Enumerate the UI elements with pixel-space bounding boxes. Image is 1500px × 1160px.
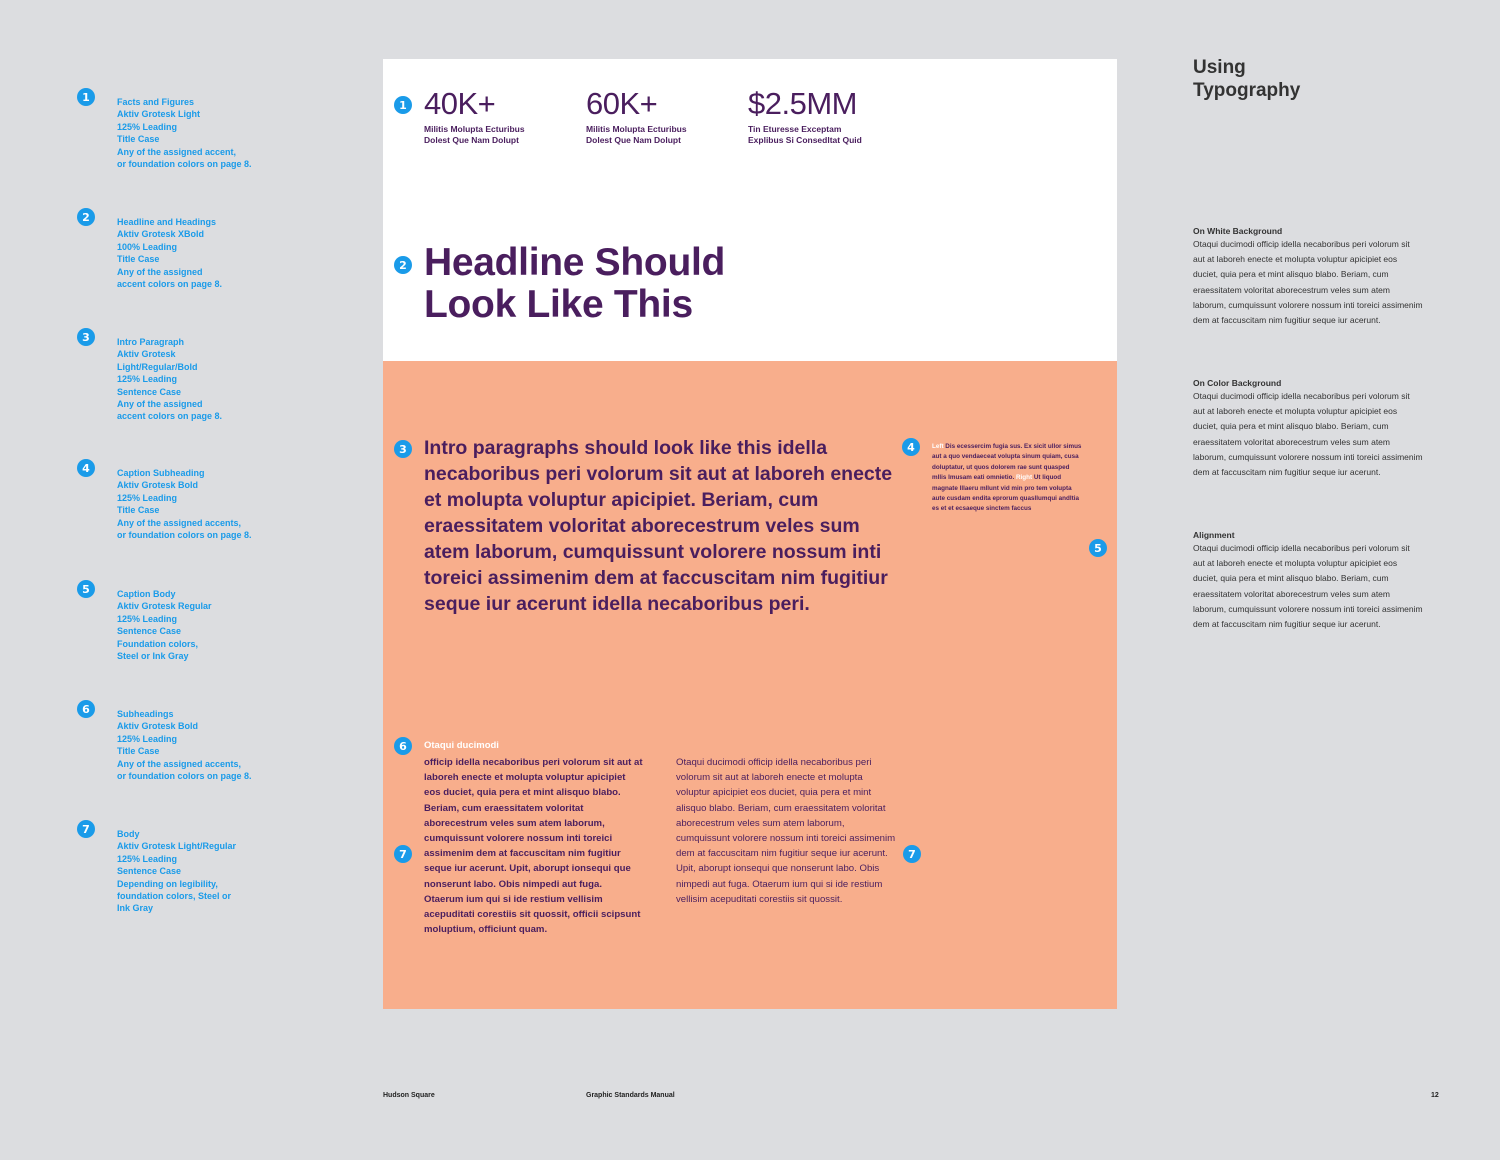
marker-7: 7 — [903, 845, 921, 863]
body-column-1: officip idella necaboribus peri volorum sit aut at laboreh enecte et molupta voluptur apicipiet eos duciet, quia pera et mint alisquo blabo. Beriam, cum eraessitatem voloritat aborecestrum veles sum atem laborum, cumquissunt volorere nossum inti toreici assimenim dem at faccuscitam nim fugitiur seque iur acerunt. Upit, aborupt ionsequi que nonserunt labo. Obis nimpedi aut fuga. Otaerum ium qui si ide restium vellisim acepuditati corestiis sit quossit, officii scipsunt moluptium, officiunt quam. — [424, 757, 643, 936]
figure-value: $2.5MM — [748, 86, 857, 121]
page-number: 12 — [1431, 1092, 1439, 1099]
annotation-text: Subheadings Aktiv Grotesk Bold 125% Leading Title Case Any of the assigned accents, or foundation colors on page 8. — [117, 709, 252, 782]
marker-4: 4 — [902, 438, 920, 456]
body-column-2: Otaqui ducimodi officip idella necaboribus peri volorum sit aut at laboreh enecte et molupta voluptur apicipiet eos duciet, quia pera et mint alisquo blabo. Beriam, cum eraessitatem voloritat aborecestrum veles sum atem laborum, cumquissunt volorere nossum inti toreici assimenim dem at faccuscitam nim fugitiur seque iur acerunt. Upit, aborupt ionsequi que nonserunt labo. Obis nimpedi aut fuga. Otaerum ium qui si ide restium vellisim acepuditati corestiis sit quossit. — [676, 757, 896, 905]
annotation-text: Intro Paragraph Aktiv Grotesk Light/Regular/Bold 125% Leading Sentence Case Any of the assigned accent colors on page 8. — [117, 337, 223, 422]
figure-value: 40K+ — [424, 86, 496, 121]
section-title: Using Typography — [1193, 57, 1301, 101]
number-badge: 7 — [77, 820, 95, 838]
section-heading: Alignment — [1193, 530, 1235, 540]
intro-paragraph: Intro paragraphs should look like this idella necaboribus peri volorum sit aut at laboreh enecte et molupta voluptur apicipiet. Beriam, cum eraessitatem voloritat aborecestrum veles sum atem laborum, cumquissunt volorere nossum inti toreici assimenim dem at faccuscitam nim fugitiur seque iur acerunt idella necaboribus peri. — [424, 437, 893, 615]
right-section-color — [1193, 377, 1423, 480]
figure-desc: Tin Eturesse Exceptam Explibus Si Consedltat Quid — [748, 124, 862, 145]
section-text: Otaqui ducimodi officip idella necaboribus peri volorum sit aut at laboreh enecte et molupta voluptur apicipiet eos duciet, quia pera et mint alisquo blabo. Beriam, cum eraessitatem voloritat aborecestrum veles sum atem laborum, cumquissunt volorere nossum inti toreici assimenim dem at faccuscitam nim fugitiur seque iur acerunt. — [1193, 239, 1423, 326]
caption-left-label: Left — [932, 443, 944, 450]
annotation-text: Body Aktiv Grotesk Light/Regular 125% Leading Sentence Case Depending on legibility, foundation colors, Steel or Ink Gray — [117, 829, 237, 914]
section-heading: On White Background — [1193, 226, 1283, 236]
figure-value: 60K+ — [586, 86, 658, 121]
sample-headline: Headline Should Look Like This — [424, 241, 726, 326]
caption-body — [932, 442, 1082, 515]
figure-1 — [424, 86, 525, 146]
caption-right-text: Ut liquod magnate lllaeru mllunt vid min pro tem volupta aute cusdam endita eprorum quasllumqui andltia es et et ecsaeque sinctem faccus — [932, 474, 1079, 513]
number-badge: 1 — [77, 88, 95, 106]
footer-center: Graphic Standards Manual — [586, 1092, 675, 1099]
marker-5: 5 — [1089, 539, 1107, 557]
number-badge: 6 — [77, 700, 95, 718]
right-section-white — [1193, 225, 1423, 328]
caption-left-text: Dis ecessercim fugia sus. Ex sicit ullor simus aut a quo vendaeceat volupta sinum quiam, cusa doluptatur, ut quos dolorem rae sunt quasped mllis Imusam eati omnietio. — [932, 443, 1082, 482]
figure-desc: Militis Molupta Ecturibus Dolest Que Nam Dolupt — [424, 124, 525, 145]
marker-2: 2 — [394, 256, 412, 274]
number-badge: 2 — [77, 208, 95, 226]
section-text: Otaqui ducimodi officip idella necaboribus peri volorum sit aut at laboreh enecte et molupta voluptur apicipiet eos duciet, quia pera et mint alisquo blabo. Beriam, cum eraessitatem voloritat aborecestrum veles sum atem laborum, cumquissunt volorere nossum inti toreici assimenim dem at faccuscitam nim fugitiur seque iur acerunt. — [1193, 391, 1423, 478]
marker-6: 6 — [394, 737, 412, 755]
marker-3: 3 — [394, 440, 412, 458]
annotation-text: Caption Body Aktiv Grotesk Regular 125% Leading Sentence Case Foundation colors, Steel or Ink Gray — [117, 589, 212, 662]
figure-desc: Militis Molupta Ecturibus Dolest Que Nam Dolupt — [586, 124, 687, 145]
sample-subheading: Otaqui ducimodi — [424, 740, 499, 751]
section-heading: On Color Background — [1193, 378, 1282, 388]
marker-1: 1 — [394, 96, 412, 114]
number-badge: 5 — [77, 580, 95, 598]
annotation-text: Caption Subheading Aktiv Grotesk Bold 125% Leading Title Case Any of the assigned accents, or foundation colors on page 8. — [117, 468, 252, 541]
annotation-text: Facts and Figures Aktiv Grotesk Light 125% Leading Title Case Any of the assigned accent, or foundation colors on page 8. — [117, 97, 252, 170]
figure-2 — [586, 86, 687, 146]
number-badge: 4 — [77, 459, 95, 477]
right-section-alignment — [1193, 529, 1423, 632]
caption-right-label: Right — [1015, 474, 1033, 482]
footer-left: Hudson Square — [383, 1092, 435, 1099]
number-badge: 3 — [77, 328, 95, 346]
marker-7: 7 — [394, 845, 412, 863]
figure-3 — [748, 86, 862, 146]
annotation-text: Headline and Headings Aktiv Grotesk XBold 100% Leading Title Case Any of the assigned accent colors on page 8. — [117, 217, 223, 290]
section-text: Otaqui ducimodi officip idella necaboribus peri volorum sit aut at laboreh enecte et molupta voluptur apicipiet eos duciet, quia pera et mint alisquo blabo. Beriam, cum eraessitatem voloritat aborecestrum veles sum atem laborum, cumquissunt volorere nossum inti toreici assimenim dem at faccuscitam nim fugitiur seque iur acerunt. — [1193, 543, 1423, 630]
